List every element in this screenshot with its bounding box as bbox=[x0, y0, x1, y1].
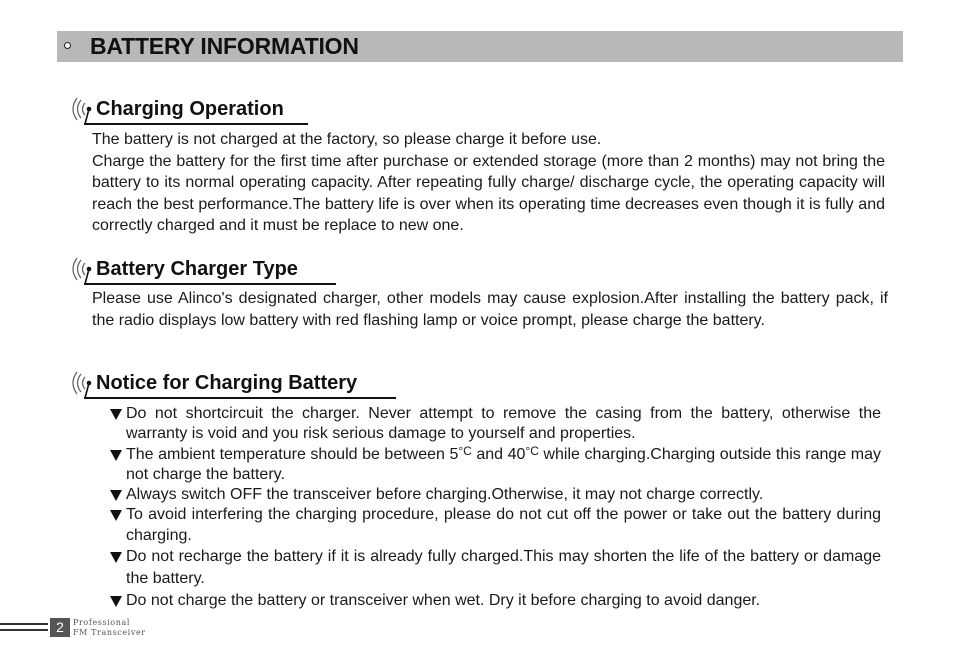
signal-waves-icon bbox=[68, 255, 98, 285]
notice-list bbox=[108, 404, 881, 611]
section-body-charging-operation bbox=[92, 129, 885, 237]
temp-text-after: while charging.Charging outside this range may not charge the battery. bbox=[126, 445, 882, 483]
paragraph: The battery is not charged at the factory, so please charge it before use. bbox=[92, 131, 602, 148]
list-item-text: Do not charge the battery or transceiver when wet. Dry it before charging to avoid danger. bbox=[126, 592, 761, 610]
celsius-unit: °C bbox=[458, 443, 472, 458]
section-underline bbox=[84, 283, 336, 285]
list-item bbox=[108, 546, 881, 590]
footer-rules bbox=[0, 620, 48, 634]
list-item bbox=[108, 445, 881, 486]
section-heading-notice-charging-battery bbox=[68, 369, 398, 399]
title-bar bbox=[57, 31, 903, 62]
list-item bbox=[108, 404, 881, 445]
list-item-text: Always switch OFF the transceiver before charging.Otherwise, it may not charge correctly. bbox=[126, 486, 764, 504]
section-heading-battery-charger-type bbox=[68, 255, 338, 285]
triangle-down-icon bbox=[110, 552, 122, 563]
section-body-battery-charger-type bbox=[92, 288, 888, 331]
temp-text-middle: and 40 bbox=[471, 445, 526, 463]
list-item bbox=[108, 505, 881, 546]
list-item bbox=[108, 591, 881, 611]
triangle-down-icon bbox=[110, 490, 122, 501]
page-title: BATTERY INFORMATION bbox=[90, 33, 359, 59]
section-title: Battery Charger Type bbox=[96, 258, 298, 280]
list-item-text: Do not shortcircuit the charger. Never attempt to remove the casing from the battery, otherwise the warranty is void and you risk serious damage to yourself and properties. bbox=[126, 405, 881, 443]
section-title: Charging Operation bbox=[96, 98, 284, 120]
list-item bbox=[108, 485, 881, 505]
section-heading-charging-operation bbox=[68, 95, 313, 125]
signal-waves-icon bbox=[68, 95, 98, 125]
paragraph: Please use Alinco's designated charger, other models may cause explosion.After installing the battery pack, if the radio displays low battery with red flashing lamp or voice prompt, please charge the battery. bbox=[92, 290, 888, 329]
signal-waves-icon bbox=[68, 369, 98, 399]
triangle-down-icon bbox=[110, 450, 122, 461]
list-item-text: Do not recharge the battery if it is already fully charged.This may shorten the life of the battery or damage the battery. bbox=[126, 548, 881, 588]
section-title: Notice for Charging Battery bbox=[96, 372, 358, 394]
temp-text-before: The ambient temperature should be between 5 bbox=[126, 445, 459, 463]
celsius-unit: °C bbox=[525, 443, 539, 458]
footer-line: FM Transceiver bbox=[73, 628, 146, 637]
bullet-circle-icon bbox=[64, 42, 71, 49]
footer-caption bbox=[73, 618, 146, 638]
footer-line: Professional bbox=[73, 618, 130, 627]
page-number: 2 bbox=[50, 618, 70, 637]
list-item-text: To avoid interfering the charging procedure, please do not cut off the power or take out the battery during charging. bbox=[126, 506, 881, 544]
triangle-down-icon bbox=[110, 409, 122, 420]
paragraph: Charge the battery for the first time after purchase or extended storage (more than 2 months) may not bring the battery to its normal operating capacity. After repeating fully charge/ discharge cycle, the operating capacity will reach the best performance.The battery life is over when its operating time decreases even though it is fully and correctly charged and it must be replace to new one. bbox=[92, 152, 885, 235]
triangle-down-icon bbox=[110, 510, 122, 521]
section-underline bbox=[84, 123, 308, 125]
triangle-down-icon bbox=[110, 596, 122, 607]
section-underline bbox=[84, 397, 396, 399]
